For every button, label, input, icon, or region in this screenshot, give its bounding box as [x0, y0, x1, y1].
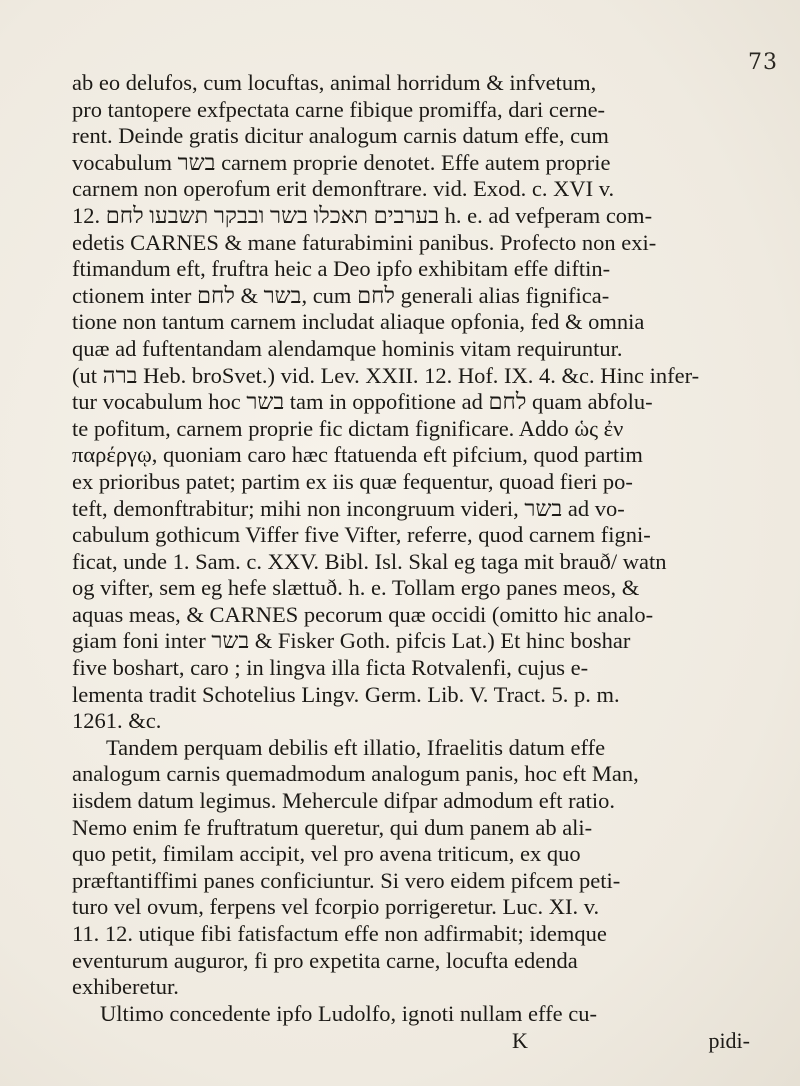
text-line: 1261. &c.	[72, 708, 162, 734]
text-line: five boshart, caro ; in lingva illa ficta Rotvalenfi, cujus e-	[72, 655, 589, 681]
text-line: Tandem perquam debilis eft illatio, Ifraelitis datum effe	[106, 734, 606, 760]
text-line: Nemo enim fe fruftratum queretur, qui dum panem ab ali-	[72, 814, 593, 840]
text-line: ftimandum eft, fruftra heic a Deo ipfo exhibitam effe diftin-	[72, 256, 611, 282]
text-line: lementa tradit Schotelius Lingv. Germ. Lib. V. Tract. 5. p. m.	[72, 681, 620, 707]
text-line: te pofitum, carnem proprie fic dictam fignificare. Addo ὡς ἐν	[72, 415, 624, 441]
text-line: (ut ברה Heb. broSvet.) vid. Lev. XXII. 12. Hof. IX. 4. &c. Hinc infer-	[72, 362, 700, 388]
text-line: quæ ad fuftentandam alendamque hominis vitam requiruntur.	[72, 335, 623, 361]
text-line: παρέργῳ, quoniam caro hæc ftatuenda eft pifcium, quod partim	[72, 442, 643, 468]
text-line: præftantiffimi panes conficiuntur. Si vero eidem pifcem peti-	[72, 867, 621, 893]
text-line: og vifter, sem eg hefe slættuð. h. e. Tollam ergo panes meos, &	[72, 575, 640, 601]
text-line: turo vel ovum, ferpens vel fcorpio porrigeretur. Luc. XI. v.	[72, 894, 600, 920]
text-line: quo petit, fimilam accipit, vel pro avena triticum, ex quo	[72, 841, 581, 867]
text-line: 11. 12. utique fibi fatisfactum effe non adfirmabit; idemque	[72, 921, 607, 946]
text-line: pro tantopere exfpectata carne fibique promiffa, dari cerne-	[72, 96, 606, 122]
catchword: pidi-	[708, 1028, 750, 1054]
text-line: ctionem inter בשר & לחם, cum לחם generali alias fignifica-	[72, 282, 610, 308]
text-line: ficat, unde 1. Sam. c. XXV. Bibl. Isl. Skal eg taga mit brauð/ watn	[72, 548, 667, 574]
text-line: iisdem datum legimus. Mehercule difpar admodum eft ratio.	[72, 788, 615, 814]
text-line: cabulum gothicum Viffer five Vifter, referre, quod carnem figni-	[72, 522, 651, 548]
text-line: giam foni inter בשר & Fisker Goth. pifcis Lat.) Et hinc boshar	[72, 628, 631, 654]
text-line: tur vocabulum hoc בשר tam in oppofitione ad לחם quam abfolu-	[72, 389, 653, 415]
text-line: vocabulum בשר carnem proprie denotet. Effe autem proprie	[72, 149, 611, 175]
text-line: ex prioribus patet; partim ex iis quæ fequentur, quoad fieri po-	[72, 468, 633, 494]
text-line: teft, demonftrabitur; mihi non incongruum videri, בשר ad vo-	[72, 495, 625, 521]
text-line: 12. בערבים תאכלו בשר ובבקר תשבעו לחם h. e. ad vefperam com-	[72, 202, 653, 228]
text-line: carnem non operofum erit demonftrare. vid. Exod. c. XVI v.	[72, 176, 615, 202]
text-line: ab eo delufos, cum locuftas, animal horridum & infvetum,	[72, 70, 597, 95]
text-line: analogum carnis quemadmodum analogum panis, hoc eft Man,	[72, 761, 639, 787]
text-line: Ultimo concedente ipfo Ludolfo, ignoti nullam effe cu-	[100, 1000, 597, 1026]
text-line: aquas meas, & CARNES pecorum quæ occidi (omitto hic analo-	[72, 601, 654, 627]
text-line: edetis CARNES & mane faturabimini panibus. Profecto non exi-	[72, 229, 657, 255]
text-line: rent. Deinde gratis dicitur analogum carnis datum effe, cum	[72, 123, 609, 149]
body-text	[72, 70, 762, 1054]
text-line: eventurum auguror, fi pro expetita carne, locufta edenda	[72, 947, 578, 973]
text-line: tione non tantum carnem includat aliaque opfonia, fed & omnia	[72, 309, 645, 335]
signature-mark: K	[512, 1028, 528, 1054]
page-number: 73	[748, 50, 778, 75]
catchline	[72, 1027, 762, 1054]
text-line: exhiberetur.	[72, 974, 179, 1000]
